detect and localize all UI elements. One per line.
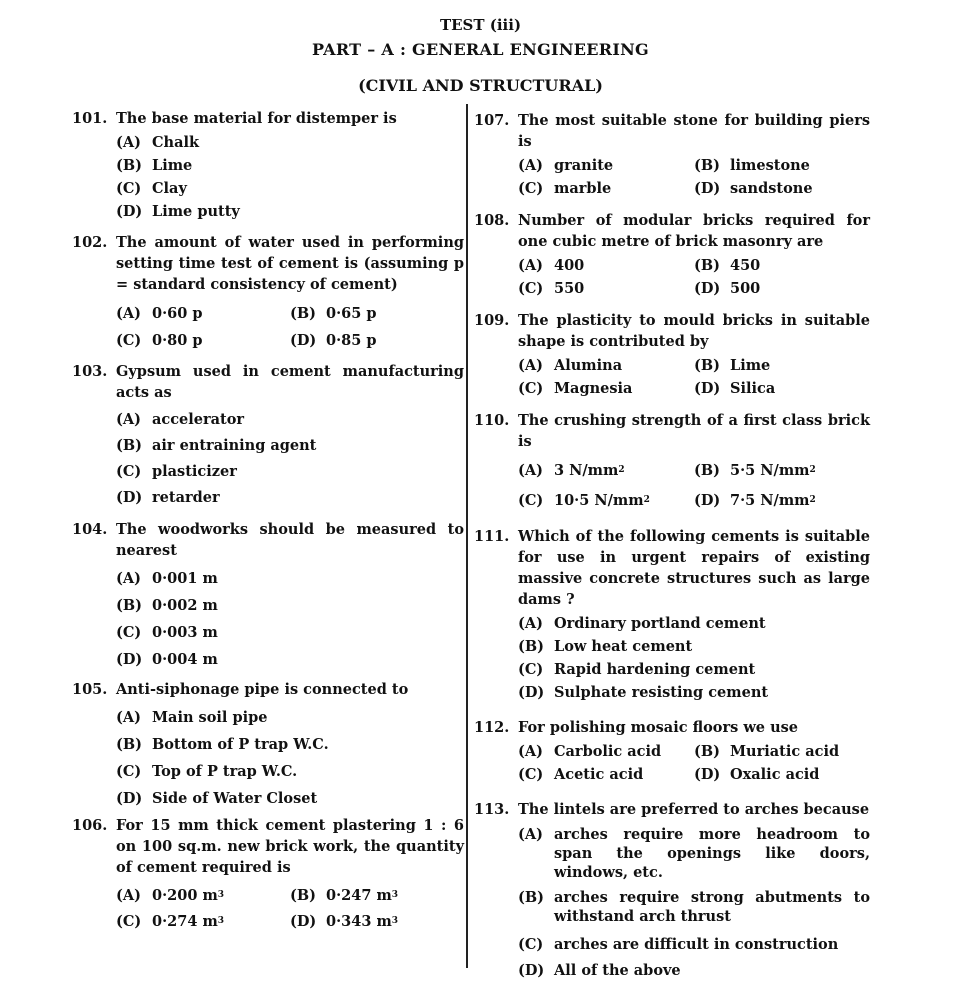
question-text: Anti-siphonage pipe is connected to	[116, 681, 409, 698]
column-divider	[466, 104, 468, 968]
option: (D) Lime putty	[116, 203, 240, 220]
question-106: 106. For 15 mm thick cement plastering 1 : 6 on 100 sq.m. new brick work, the quantity of cement required is (A) 0·200 m 3 (B) 0·247 m 3 (C) 0·274 m 3 (D) 0·343 m 3	[72, 817, 464, 930]
option: (C) Rapid hardening cement	[518, 661, 756, 678]
option: (A) 400	[518, 257, 585, 274]
option: (D) 0·004 m	[116, 651, 218, 668]
option: (B) 0·65 p	[290, 305, 377, 322]
option: (B) 0·002 m	[116, 597, 218, 614]
question-text: The most suitable stone for building piers is	[518, 112, 870, 150]
option: (C) Clay	[116, 180, 187, 197]
option: (B) Lime	[694, 357, 771, 374]
option: (D) retarder	[116, 489, 220, 506]
option: (D) Side of Water Closet	[116, 790, 318, 807]
option: (A) Main soil pipe	[116, 709, 268, 726]
question-108: 108. Number of modular bricks required for one cubic metre of brick masonry are (A) 400 (B) 450 (C) 550 (D) 500	[474, 212, 870, 297]
question-text: The woodworks should be measured to nearest	[116, 521, 464, 559]
option: (C) 0·80 p	[116, 332, 203, 349]
option: (D) 0·343 m 3	[290, 913, 399, 930]
question-text: The crushing strength of a first class brick is	[518, 412, 870, 450]
left-column	[72, 108, 464, 932]
question-111: 111. Which of the following cements is suitable for use in urgent repairs of existing massive concrete structures such as large dams ? (A) Ordinary portland cement (B) Low heat cement (C) Rapid hardening cement (D) Sulphate resisting cement	[474, 528, 870, 701]
option: (D) All of the above	[518, 962, 681, 979]
question-text: Which of the following cements is suitable for use in urgent repairs of existing massive concrete structures such as large dams ?	[518, 528, 870, 608]
question-112: 112. For polishing mosaic floors we use (A) Carbolic acid (B) Muriatic acid (C) Acetic acid (D) Oxalic acid	[474, 717, 870, 785]
option: (B) 0·247 m 3	[290, 887, 399, 904]
option: (B) Bottom of P trap W.C.	[116, 736, 329, 753]
question-text: The plasticity to mould bricks in suitable shape is contributed by	[518, 312, 870, 350]
question-text: Number of modular bricks required for one cubic metre of brick masonry are	[518, 212, 870, 250]
question-104: 104. The woodworks should be measured to nearest (A) 0·001 m (B) 0·002 m (C) 0·003 m (D) 0·004 m	[72, 521, 464, 668]
question-107: 107. The most suitable stone for building piers is (A) granite (B) limestone (C) marble (D) sandstone	[474, 112, 870, 197]
question-text: Gypsum used in cement manufacturing acts as	[116, 363, 464, 401]
option: (A) Alumina	[518, 357, 623, 374]
question-103: 103. Gypsum used in cement manufacturing acts as (A) accelerator (B) air entraining agent (C) plasticizer (D) retarder	[72, 363, 464, 506]
option: (B) limestone	[694, 157, 810, 174]
option: (D) Silica	[694, 380, 776, 397]
option: (A) arches require more headroom to span the openings like doors, windows, etc.	[518, 826, 870, 881]
option: (A) Carbolic acid	[518, 743, 662, 760]
option: (B) Muriatic acid	[694, 743, 840, 760]
question-113: 113. The lintels are preferred to arches because (A) arches require more headroom to span the openings like doors, windows, etc. (B) arches require strong abutments to withstand arch thrust (C) arches are difficult in construction (D) All of the above	[474, 801, 870, 979]
option: (D) 500	[694, 280, 761, 297]
question-109: 109. The plasticity to mould bricks in suitable shape is contributed by (A) Alumina (B) Lime (C) Magnesia (D) Silica	[474, 312, 870, 397]
option: (C) 10·5 N/mm 2	[518, 492, 650, 509]
question-102: 102. The amount of water used in performing setting time test of cement is (assuming p = standard consistency of cement) (A) 0·60 p (B) 0·65 p (C) 0·80 p (D) 0·85 p	[72, 234, 464, 349]
option: (C) marble	[518, 180, 612, 197]
option: (B) 5·5 N/mm 2	[694, 462, 816, 479]
part-title: PART – A : GENERAL ENGINEERING	[311, 40, 650, 59]
option: (C) 550	[518, 280, 585, 297]
section-title: (CIVIL AND STRUCTURAL)	[358, 76, 603, 95]
right-column	[474, 108, 870, 981]
option: (A) Chalk	[116, 134, 200, 151]
option: (C) 0·274 m 3	[116, 913, 225, 930]
option: (B) Lime	[116, 157, 193, 174]
option: (D) Sulphate resisting cement	[518, 684, 769, 701]
option: (C) arches are difficult in construction	[518, 936, 839, 953]
question-text: The lintels are preferred to arches because	[518, 801, 870, 818]
option: (C) Acetic acid	[518, 766, 644, 783]
option: (C) 0·003 m	[116, 624, 218, 641]
option: (A) 0·001 m	[116, 570, 218, 587]
question-text: For polishing mosaic floors we use	[518, 719, 799, 736]
option: (B) Low heat cement	[518, 638, 693, 655]
question-text: The amount of water used in performing setting time test of cement is (assuming p = standard consistency of cement)	[116, 234, 464, 293]
option: (D) sandstone	[694, 180, 813, 197]
question-110: 110. The crushing strength of a first class brick is (A) 3 N/mm 2 (B) 5·5 N/mm 2 (C) 10·5 N/mm 2 (D) 7·5 N/mm 2	[474, 412, 870, 509]
option: (C) Top of P trap W.C.	[116, 763, 298, 780]
question-text: For 15 mm thick cement plastering 1 : 6 on 100 sq.m. new brick work, the quantity of cement required is	[116, 817, 464, 876]
option: (A) 0·200 m 3	[116, 887, 225, 904]
option: (B) arches require strong abutments to withstand arch thrust	[518, 889, 870, 925]
question-text: The base material for distemper is	[116, 110, 397, 127]
option: (A) 0·60 p	[116, 305, 203, 322]
option: (A) granite	[518, 157, 614, 174]
option: (A) accelerator	[116, 411, 245, 428]
option: (D) 7·5 N/mm 2	[694, 492, 816, 509]
option: (D) 0·85 p	[290, 332, 377, 349]
test-title: TEST (iii)	[439, 16, 522, 34]
option: (A) Ordinary portland cement	[518, 615, 766, 632]
question-101: 101. The base material for distemper is (A) Chalk (B) Lime (C) Clay (D) Lime putty	[72, 108, 464, 222]
option: (B) air entraining agent	[116, 437, 317, 454]
option: (B) 450	[694, 257, 761, 274]
question-105: 105. Anti-siphonage pipe is connected to (A) Main soil pipe (B) Bottom of P trap W.C. (C) Top of P trap W.C. (D) Side of Water Closet	[72, 679, 464, 809]
option: (D) Oxalic acid	[694, 766, 820, 783]
option: (C) plasticizer	[116, 463, 237, 480]
option: (C) Magnesia	[518, 380, 633, 397]
option: (A) 3 N/mm 2	[518, 462, 625, 479]
